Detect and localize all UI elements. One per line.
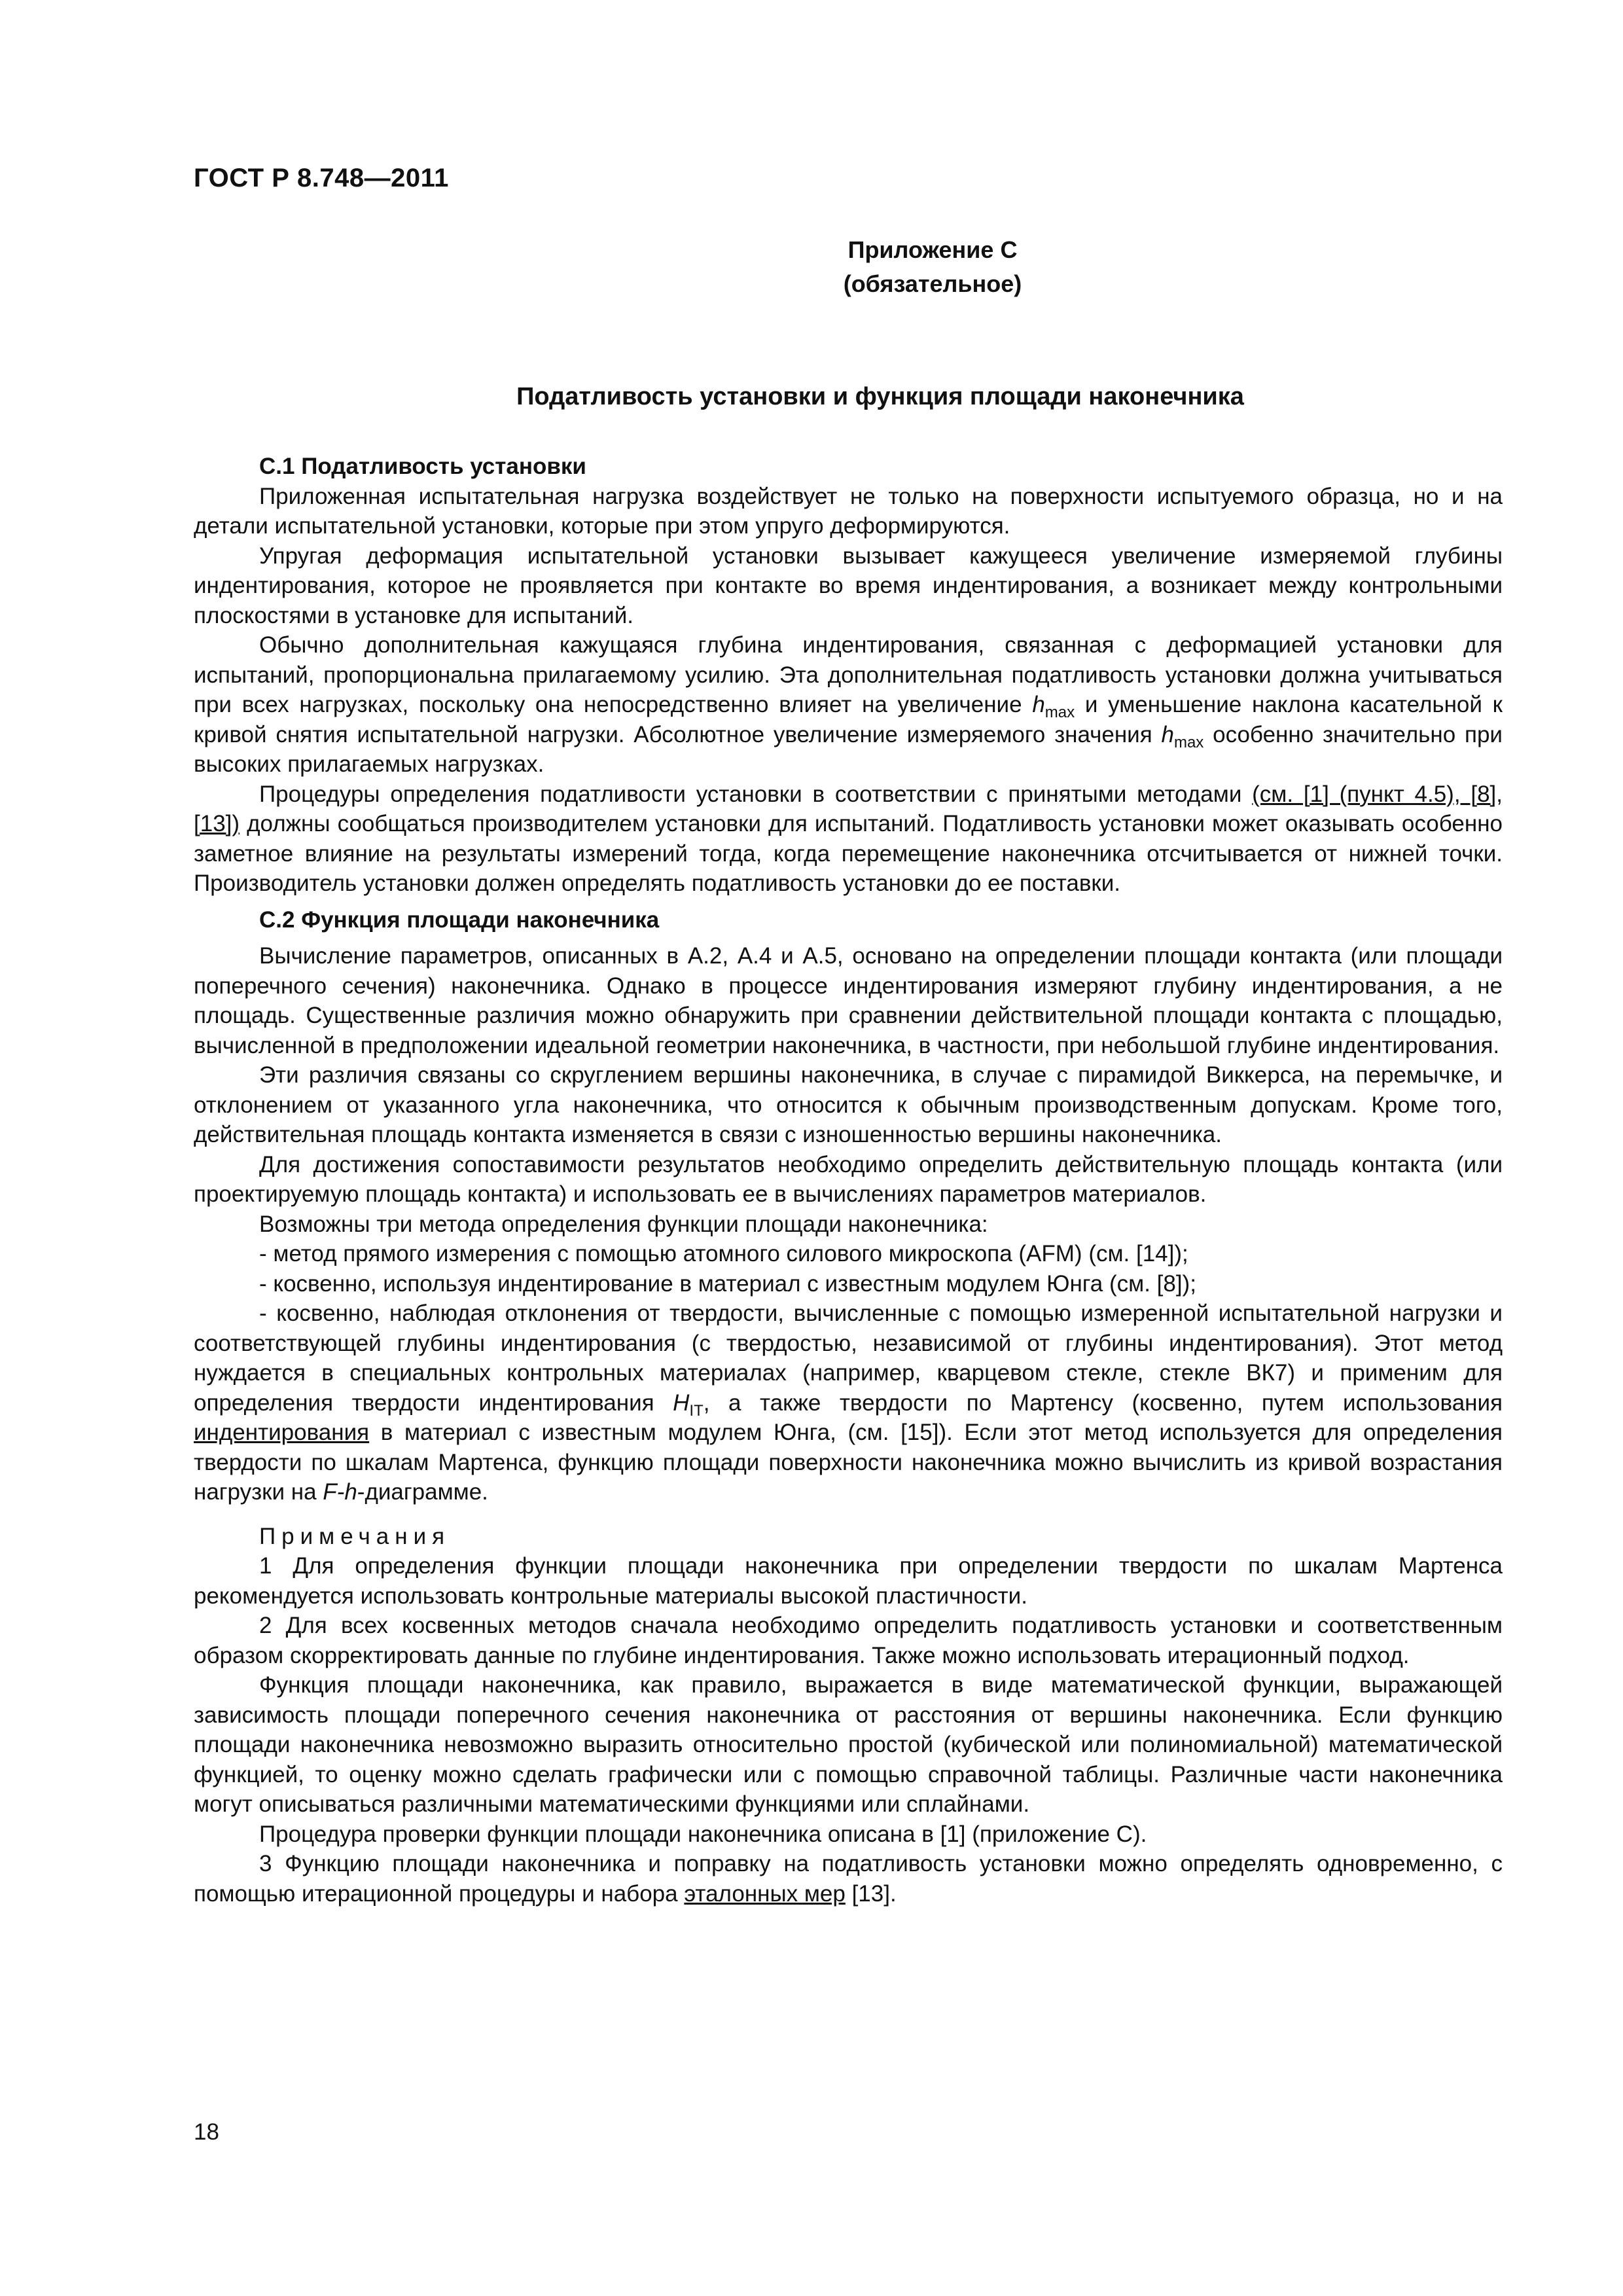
- fh-diagram-term: F-h: [323, 1479, 357, 1505]
- paragraph: Вычисление параметров, описанных в А.2, А.4 и А.5, основано на определении площади контакта (или площади поперечного сечения) наконечника. Однако в процессе индентирования измеряют глубину индентирования, а не площадь. Существенные различия можно обнаружить при сравнении действительной площади контакта с площадью, вычисленной в предположении идеальной геометрии наконечника, в частности, при небольшой глубине индентирования.: [194, 943, 1503, 1058]
- appendix-title: Податливость установки и функция площади наконечника: [516, 383, 1244, 410]
- paragraph: Возможны три метода определения функции площади наконечника:: [259, 1211, 988, 1237]
- h-max-symbol: h: [1032, 692, 1045, 717]
- appendix-heading: [0, 233, 1623, 301]
- hit-symbol: H: [673, 1390, 690, 1416]
- paragraph: Для достижения сопоставимости результатов необходимо определить действительную площадь контакта (или проектируемую площадь контакта) и использовать ее в вычислениях параметров материалов.: [194, 1151, 1503, 1207]
- document-body: [194, 452, 1503, 1909]
- notes-heading: Примечания: [259, 1523, 451, 1549]
- appendix-status: (обязательное): [843, 270, 1022, 297]
- document-code: ГОСТ Р 8.748—2011: [194, 164, 449, 192]
- page-number: 18: [194, 2119, 219, 2145]
- note-item: 2 Для всех косвенных методов сначала необходимо определить податливость установки и соответственным образом скорректировать данные по глубине индентирования. Также можно использовать итерационный подход.: [194, 1613, 1503, 1668]
- note-item: 3 Функцию площади наконечника и поправку на податливость установки можно определять одновременно, с помощью итерационной процедуры и набора эталонных мер [13].: [194, 1851, 1503, 1907]
- list-item: - косвенно, используя индентирование в материал с известным модулем Юнга (см. [8]);: [259, 1270, 1196, 1297]
- list-item: - косвенно, наблюдая отклонения от твердости, вычисленные с помощью измеренной испытательной нагрузки и соответствующей глубины индентирования (с твердостью, независимой от глубины индентирования). Этот метод нуждается в специальных контрольных материалах (например, кварцевом стекле, стекле ВК7) и применим для определения твердости индентирования $H_{IT}$, а также твердости по Мартенсу (косвенно, путем использования индентирования в материал с известным модулем Юнга, (см. [15]). Если этот метод используется для определения твердости по шкалам Мартенса, функцию площади поверхности наконечника можно вычислить из кривой возрастания нагрузки на F-h-диаграмме.: [194, 1300, 1503, 1505]
- section-heading-c2: С.2 Функция площади наконечника: [259, 906, 660, 933]
- section-heading-c1: С.1 Податливость установки: [259, 454, 586, 479]
- paragraph: Обычно дополнительная кажущаяся глубина индентирования, связанная с деформацией установки для испытаний, пропорциональна прилагаемому усилию. Эта дополнительная податливость установки должна учитываться при всех нагрузках, поскольку она непосредственно влияет на увеличение $h_{max}$ и уменьшение наклона касательной к кривой снятия испытательной нагрузки. Абсолютное увеличение измеряемого значения $h_{max}$ особенно значительно при высоких прилагаемых нагрузках.: [194, 632, 1503, 777]
- note-paragraph: Процедура проверки функции площади наконечника описана в [1] (приложение С).: [259, 1821, 1147, 1847]
- paragraph: Упругая деформация испытательной установки вызывает кажущееся увеличение измеряемой глубины индентирования, которое не проявляется при контакте во время индентирования, а возникает между контрольными плоскостями в установке для испытаний.: [194, 543, 1503, 628]
- appendix-label: Приложение С: [847, 236, 1018, 263]
- note-item: 1 Для определения функции площади наконечника при определении твердости по шкалам Мартенса рекомендуется использовать контрольные материалы высокой пластичности.: [194, 1553, 1503, 1609]
- list-item: - метод прямого измерения с помощью атомного силового микроскопа (AFM) (см. [14]);: [259, 1241, 1188, 1266]
- paragraph: Приложенная испытательная нагрузка воздействует не только на поверхности испытуемого образца, но и на детали испытательной установки, которые при этом упруго деформируются.: [194, 483, 1503, 539]
- paragraph: Эти различия связаны со скруглением вершины наконечника, в случае с пирамидой Виккерса, на перемычке, и отклонением от указанного угла наконечника, что относится к обычным производственным допускам. Кроме того, действительная площадь контакта изменяется в связи с изношенностью вершины наконечника.: [194, 1062, 1503, 1147]
- reference-link[interactable]: (см. [1] (пункт 4.5), [8], [13]): [194, 781, 1503, 836]
- note-paragraph: Функция площади наконечника, как правило, выражается в виде математической функции, выражающей зависимость площади поперечного сечения наконечника от расстояния от вершины наконечника. Если функцию площади наконечника невозможно выразить относительно простой (кубической или полиномиальной) математической функцией, то оценку можно сделать графически или с помощью справочной таблицы. Различные части наконечника могут описываться различными математическими функциями или сплайнами.: [194, 1672, 1503, 1817]
- term-link[interactable]: индентирования: [194, 1420, 370, 1445]
- h-max-symbol: h: [1161, 721, 1174, 747]
- term-link[interactable]: эталонных мер: [684, 1880, 846, 1907]
- paragraph: Процедуры определения податливости установки в соответствии с принятыми методами (см. [1] (пункт 4.5), [8], [13]) должны сообщаться производителем установки для испытаний. Податливость установки может оказывать особенно заметное влияние на результаты измерений тогда, когда перемещение наконечника отсчитывается от нижней точки. Производитель установки должен определять податливость установки до ее поставки.: [194, 781, 1503, 896]
